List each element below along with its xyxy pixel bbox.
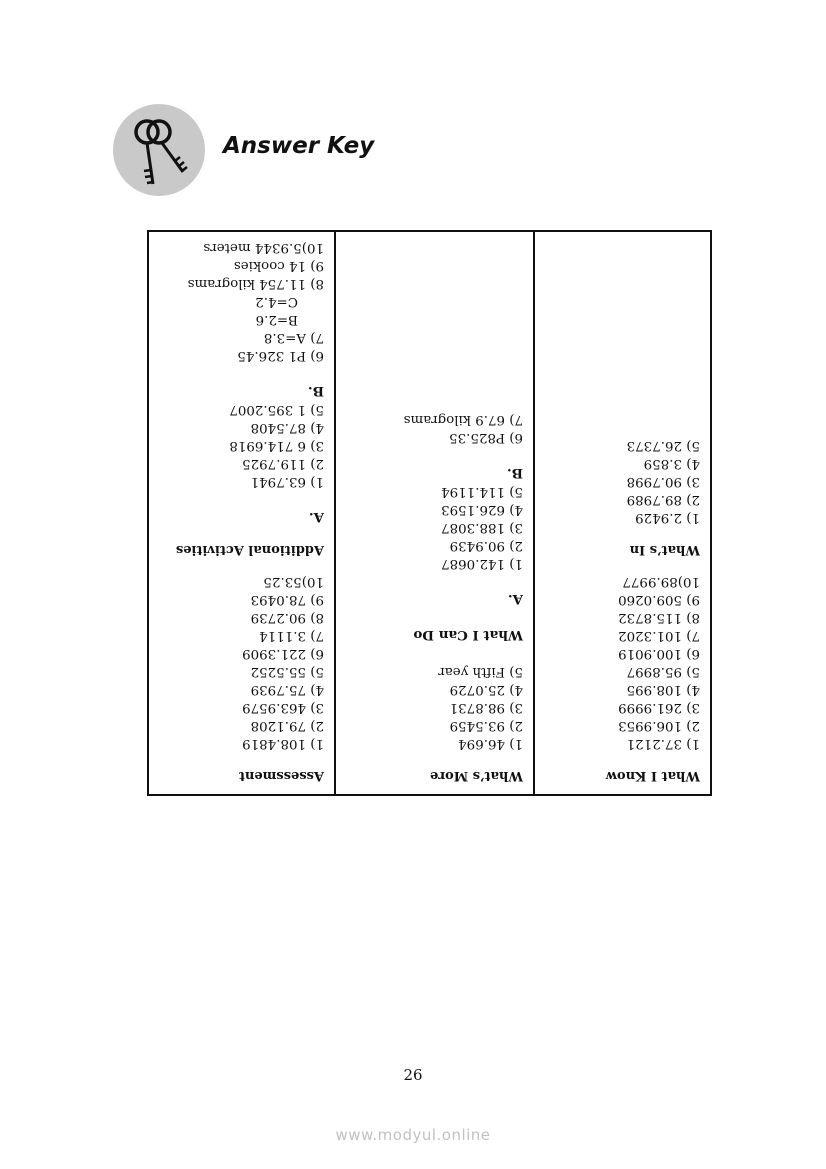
list-item: 4) 108.995 <box>626 682 700 697</box>
list-item: 2) 119.7925 <box>242 456 324 471</box>
list-item: 3) 90.7998 <box>626 474 700 489</box>
list-item: 2) 90.9439 <box>449 538 523 553</box>
assessment-column <box>149 232 334 794</box>
list-item: 2) 93.5459 <box>449 718 523 733</box>
list-item: 2) 79.1208 <box>250 718 324 733</box>
list-item: 3) 6 714.6918 <box>229 438 324 453</box>
section-b-label: B. <box>308 383 324 399</box>
list-item: 7) 67.9 kilograms <box>403 412 523 427</box>
list-item: 1) 37.2121 <box>626 736 700 751</box>
list-item: 5) 55.5252 <box>250 664 324 679</box>
list-item: 7) 101.3202 <box>618 628 700 643</box>
list-item: B=2.6 <box>255 312 298 327</box>
list-item: 10)89.9977 <box>622 574 700 589</box>
list-item: 6) P825.35 <box>449 430 523 445</box>
list-item: 5) 1 395.2007 <box>229 402 324 417</box>
list-item: 3) 188.3087 <box>441 520 523 535</box>
list-item: 7) A=3.8 <box>263 330 324 345</box>
list-item: 2) 106.9953 <box>618 718 700 733</box>
list-item: 3) 98.8731 <box>449 700 523 715</box>
list-item: 3) 463.9579 <box>242 700 324 715</box>
list-item: 5) 26.7373 <box>626 438 700 453</box>
list-item: C=4.2 <box>255 294 298 309</box>
list-item: 9) 78.0493 <box>250 592 324 607</box>
list-item: 4) 75.7939 <box>250 682 324 697</box>
list-item: 6) 221.3909 <box>242 646 324 661</box>
additional-activities-heading: Additional Activities <box>175 542 324 557</box>
list-item: 8) 11.754 kilograms <box>187 276 324 291</box>
section-b-label: B. <box>507 465 523 481</box>
answer-key-table <box>147 230 712 796</box>
list-item: 1) 2.9429 <box>635 510 700 525</box>
section-a-label: A. <box>308 509 324 525</box>
list-item: 1) 142.0687 <box>441 556 523 571</box>
list-item: 8) 90.2739 <box>250 610 324 625</box>
list-item: 4) 87.5408 <box>250 420 324 435</box>
list-item: 4) 25.0729 <box>449 682 523 697</box>
whats-more-heading: What’s More <box>429 768 523 783</box>
list-item: 10)53.25 <box>263 574 324 589</box>
keys-icon <box>113 104 205 196</box>
list-item: 9) 509.0260 <box>618 592 700 607</box>
list-item: 5) 114.1194 <box>441 484 523 499</box>
list-item: 7) 3.1114 <box>259 628 324 643</box>
page-title: Answer Key <box>223 133 375 159</box>
page-number: 26 <box>403 1066 423 1084</box>
what-i-can-do-heading: What I Can Do <box>413 627 523 643</box>
assessment-heading: Assessment <box>238 768 324 783</box>
list-item: 2) 89.7989 <box>626 492 700 507</box>
list-item: 5) 95.8997 <box>626 664 700 679</box>
section-a-label: A. <box>507 591 523 607</box>
list-item: 1) 63.7941 <box>250 474 324 489</box>
list-item: 10)5.9344 meters <box>203 240 324 255</box>
list-item: 3) 261.9999 <box>618 700 700 715</box>
list-item: 5) Fifth year <box>438 664 523 679</box>
list-item: 9) 14 cookies <box>233 258 324 273</box>
list-item: 8) 115.8732 <box>618 610 700 625</box>
list-item: 6) P1 326.45 <box>237 348 324 363</box>
what-i-know-column <box>533 232 710 794</box>
list-item: 1) 108.4819 <box>242 736 324 751</box>
watermark: www.modyul.online <box>335 1126 491 1144</box>
list-item: 4) 3.859 <box>643 456 700 471</box>
list-item: 6) 100.9019 <box>618 646 700 661</box>
list-item: 1) 46.694 <box>458 736 523 751</box>
whats-in-heading: What’s In <box>629 542 700 557</box>
whats-more-column <box>334 232 533 794</box>
what-i-know-heading: What I Know <box>605 768 700 783</box>
list-item: 4) 626.1593 <box>441 502 523 517</box>
